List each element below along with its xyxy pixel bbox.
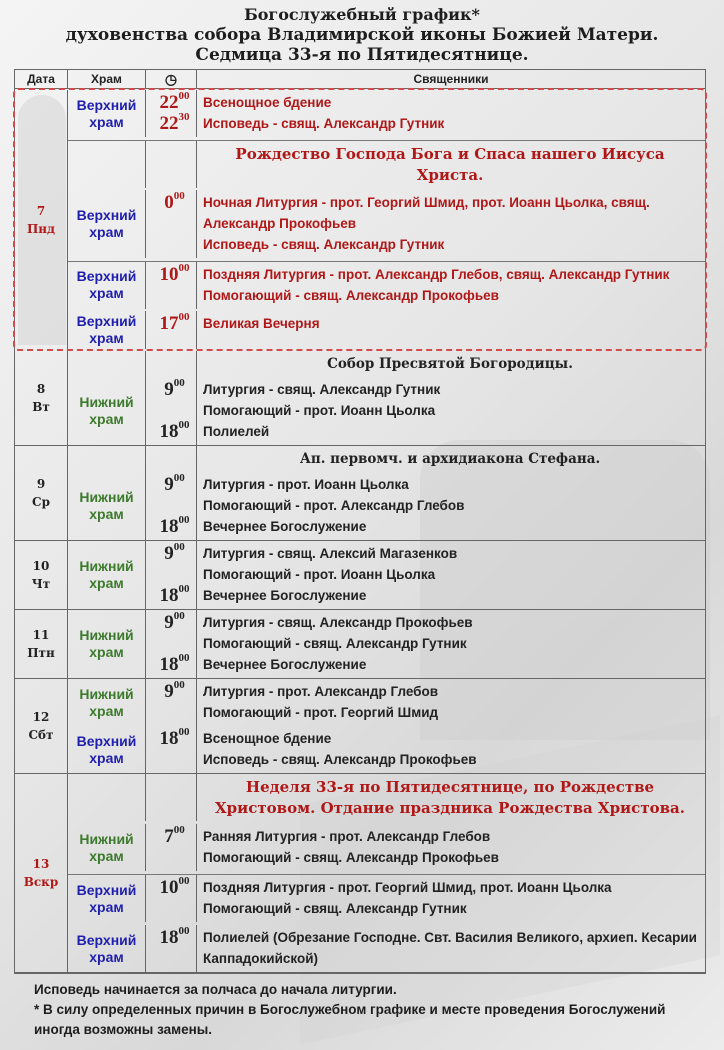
- service-line: [203, 898, 697, 919]
- service-text: Ночная Литургия - прот. Георгий Шмид, прот. Иоанн Цьолка, свящ. Александр Прокофьев: [203, 195, 650, 231]
- clergy-cell: [159, 541, 705, 609]
- temple-cell: [68, 262, 146, 309]
- clock-icon: ◷: [146, 70, 197, 88]
- service-text: Всенощное бдение: [203, 731, 332, 746]
- service-text: Исповедь - свящ. Александр Прокофьев: [203, 752, 477, 767]
- service-time: [152, 400, 197, 421]
- temple-name: Верхний: [76, 732, 137, 749]
- time-minutes: 00: [178, 90, 190, 102]
- temple-cell: [68, 541, 146, 609]
- service-text: Помогающий - прот. Иоанн Цьолка: [203, 403, 436, 418]
- temple-name: храм: [89, 330, 124, 346]
- service-text: Помогающий - прот. Иоанн Цьолка: [203, 567, 436, 582]
- temple-cell: [68, 190, 146, 258]
- day-services: [68, 90, 705, 349]
- service-text: Исповедь - свящ. Александр Гутник: [203, 237, 445, 252]
- temple-name: Нижний: [79, 685, 134, 702]
- date-number: 10: [32, 559, 50, 573]
- date-number: 8: [36, 382, 46, 396]
- time-hour: 18: [159, 728, 179, 749]
- service-line: [159, 875, 697, 898]
- time-hour: 9: [164, 379, 174, 400]
- temple-name: храм: [89, 847, 124, 864]
- service-line: [203, 400, 697, 421]
- temple-cell: [68, 726, 146, 773]
- page-title: Богослужебный график*: [244, 5, 480, 24]
- temple-cell: [68, 377, 146, 445]
- time-hour: 22: [159, 92, 179, 113]
- service-time: [152, 192, 197, 234]
- service-time: [152, 681, 197, 702]
- time-hour: 7: [164, 826, 174, 847]
- service-line: [159, 925, 697, 969]
- service-time: [152, 612, 197, 633]
- service-time: [152, 702, 197, 723]
- temple-name: Верхний: [76, 881, 137, 898]
- time-hour: 9: [164, 612, 174, 633]
- weekday: Ср: [32, 495, 50, 509]
- temple-name: храм: [89, 898, 124, 915]
- changes-note: * В силу определенных причин в Богослужебном графике и месте проведения Богослужений иногда возможны замены.: [34, 1002, 666, 1037]
- service-text: Великая Вечерня: [203, 316, 320, 331]
- service-text: Полиелей (Обрезание Господне. Свт. Василия Великого, архиеп. Кесарии Каппадокийской): [203, 930, 697, 966]
- date-number: 13: [32, 857, 50, 871]
- day-services: [68, 610, 705, 678]
- clergy-cell: [159, 875, 705, 922]
- service-time: [152, 113, 197, 134]
- time-minutes: 00: [178, 583, 190, 595]
- service-text: Литургия - свящ. Алексий Магазенков: [203, 546, 458, 561]
- clergy-cell: [164, 824, 705, 871]
- time-hour: 18: [159, 654, 179, 675]
- service-block: [68, 261, 705, 309]
- time-minutes: 00: [173, 190, 185, 202]
- service-time: [152, 543, 197, 564]
- day-row: [15, 679, 705, 774]
- date-cell: [15, 446, 68, 540]
- time-minutes: 00: [178, 311, 190, 323]
- service-time: [152, 261, 197, 285]
- service-text: Поздняя Литургия - прот. Георгий Шмид, прот. Иоанн Цьолка: [203, 880, 612, 895]
- time-hour: 18: [159, 585, 179, 606]
- service-text: Литургия - свящ. Александр Прокофьев: [203, 615, 473, 630]
- temple-cell: [68, 610, 146, 678]
- feast-heading-row: [68, 446, 705, 472]
- temple-cell: [68, 824, 146, 871]
- service-block: [68, 874, 705, 922]
- service-time: [152, 234, 197, 255]
- time-hour: 9: [164, 681, 174, 702]
- service-line: [164, 824, 697, 847]
- service-line: [164, 541, 697, 564]
- schedule-body: [15, 88, 705, 973]
- service-time: [152, 826, 197, 847]
- time-hour: 0: [164, 192, 174, 213]
- temple-cell: [68, 774, 146, 821]
- service-block: [68, 541, 705, 609]
- weekday: Птн: [27, 646, 55, 660]
- service-text: Литургия - прот. Иоанн Цьолка: [203, 477, 409, 492]
- service-time: [152, 654, 197, 675]
- temple-cell: [68, 925, 146, 972]
- time-hour: 17: [159, 313, 179, 334]
- time-cell: [146, 141, 197, 188]
- clergy-cell: [164, 679, 705, 726]
- temple-name: храм: [89, 575, 124, 591]
- service-line: [159, 583, 697, 606]
- temple-name: Верхний: [76, 96, 137, 113]
- clergy-cell: [159, 472, 705, 540]
- service-time: [152, 379, 197, 400]
- service-block: [68, 726, 705, 773]
- service-line: [203, 749, 697, 770]
- temple-name: Верхний: [76, 207, 137, 223]
- time-minutes: 00: [178, 875, 190, 887]
- service-line: [164, 472, 697, 495]
- service-text: Вечернее Богослужение: [203, 519, 367, 534]
- temple-name: храм: [89, 411, 124, 427]
- service-line: [203, 495, 697, 516]
- date-number: 9: [36, 477, 46, 491]
- feast-title: Ап. первомч. и архидиакона Стефана.: [299, 451, 601, 467]
- date-number: 12: [32, 710, 50, 724]
- time-minutes: 00: [173, 541, 185, 553]
- service-line: [203, 633, 697, 654]
- service-text: Всенощное бдение: [203, 95, 332, 110]
- clergy-cell: [159, 90, 705, 137]
- service-time: [152, 421, 197, 442]
- temple-name: Нижний: [79, 558, 134, 574]
- temple-cell: [68, 679, 146, 726]
- weekday: Чт: [31, 577, 51, 591]
- service-text: Полиелей: [203, 424, 270, 439]
- date-cell: [15, 541, 68, 609]
- temple-cell: [68, 351, 146, 377]
- day-row: [15, 610, 705, 679]
- service-time: [152, 285, 197, 306]
- temple-name: храм: [89, 506, 124, 522]
- service-line: [159, 90, 697, 113]
- date-cell: [15, 774, 68, 972]
- clergy-cell: [159, 261, 705, 309]
- temple-name: храм: [89, 948, 124, 965]
- day-services: [68, 351, 705, 445]
- header-clergy: Священники: [413, 72, 489, 86]
- time-hour: 9: [164, 474, 174, 495]
- temple-cell: [68, 472, 146, 540]
- clergy-cell: [159, 726, 705, 773]
- day-services: [68, 541, 705, 609]
- service-line: [159, 514, 697, 537]
- clergy-cell: [159, 610, 705, 678]
- page-subtitle: духовенства собора Владимирской иконы Божией Матери.: [65, 25, 659, 45]
- service-time: [152, 898, 197, 919]
- service-text: Вечернее Богослужение: [203, 588, 367, 603]
- temple-name: Верхний: [76, 931, 137, 948]
- temple-name: храм: [89, 702, 124, 719]
- time-hour: 10: [159, 877, 179, 898]
- service-time: [152, 313, 197, 334]
- service-time: [152, 847, 197, 868]
- time-hour: 18: [159, 927, 179, 948]
- feast-heading-row: [68, 774, 705, 821]
- temple-cell: [68, 90, 146, 137]
- clergy-cell: [197, 446, 705, 472]
- day-services: [68, 679, 705, 773]
- time-minutes: 00: [178, 514, 190, 526]
- time-minutes: 00: [178, 652, 190, 664]
- clergy-cell: [159, 377, 705, 445]
- temple-name: Верхний: [76, 313, 137, 329]
- service-line: [159, 261, 697, 285]
- service-block: [68, 377, 705, 445]
- temple-name: храм: [89, 113, 124, 130]
- clergy-cell: [159, 311, 705, 349]
- time-hour: 18: [159, 516, 179, 537]
- weekday: Вскр: [23, 875, 59, 889]
- date-cell: [15, 679, 68, 773]
- time-minutes: 00: [173, 377, 185, 389]
- service-line: [164, 190, 697, 234]
- date-number: 11: [32, 628, 50, 642]
- date-number: 7: [36, 203, 46, 218]
- schedule-table: [14, 69, 706, 974]
- temple-cell: [68, 141, 146, 188]
- time-minutes: 00: [173, 824, 185, 836]
- clergy-cell: [159, 925, 705, 972]
- service-text: Помогающий - свящ. Александр Прокофьев: [203, 850, 499, 865]
- clergy-cell: [164, 190, 705, 258]
- date-cell: [15, 610, 68, 678]
- service-time: [152, 474, 197, 495]
- service-text: Ранняя Литургия - прот. Александр Глебов: [203, 829, 491, 844]
- feast-heading-row: [68, 351, 705, 377]
- temple-cell: [68, 875, 146, 922]
- time-cell: [146, 446, 197, 472]
- service-block: [68, 190, 705, 258]
- week-title: Седмица 33-я по Пятидесятнице.: [195, 45, 529, 65]
- footer-notes: [34, 980, 684, 1050]
- feast-title: Неделя 33-я по Пятидесятнице, по Рождестве Христовом. Отдание праздника Рождества Христова.: [215, 778, 685, 817]
- temple-name: храм: [89, 749, 124, 766]
- service-time: [152, 92, 197, 113]
- service-line: [203, 847, 697, 868]
- service-block: [68, 610, 705, 678]
- temple-name: Нижний: [79, 394, 134, 410]
- time-minutes: 00: [178, 726, 190, 738]
- service-block: [68, 90, 705, 137]
- service-text: Поздняя Литургия - прот. Александр Глебов, свящ. Александр Гутник: [203, 266, 670, 282]
- header-date: Дата: [15, 70, 68, 88]
- service-line: [203, 234, 697, 255]
- day-row: [15, 541, 705, 610]
- temple-name: Верхний: [76, 268, 137, 284]
- temple-name: храм: [89, 285, 124, 301]
- clergy-cell: [197, 351, 705, 377]
- service-line: [164, 377, 697, 400]
- time-hour: 9: [164, 543, 174, 564]
- service-time: [152, 877, 197, 898]
- feast-title: Рождество Господа Бога и Спаса нашего Иисуса Христа.: [235, 144, 665, 184]
- clergy-cell: [197, 774, 705, 821]
- feast-heading-row: [68, 140, 705, 188]
- feast-title: Собор Пресвятой Богородицы.: [327, 356, 573, 372]
- weekday: Пнд: [26, 221, 56, 236]
- time-cell: [146, 351, 197, 377]
- table-header: [15, 70, 705, 89]
- time-minutes: 00: [178, 261, 190, 274]
- day-row: [15, 446, 705, 541]
- temple-cell: [68, 446, 146, 472]
- time-minutes: 00: [173, 679, 185, 691]
- day-row: [15, 351, 705, 446]
- service-time: [152, 495, 197, 516]
- service-block: [68, 824, 705, 871]
- service-text: Помогающий - прот. Александр Глебов: [203, 498, 465, 513]
- time-minutes: 00: [178, 925, 190, 937]
- temple-name: Нижний: [79, 627, 134, 643]
- temple-cell: [68, 311, 146, 349]
- time-hour: 10: [159, 263, 179, 285]
- temple-name: храм: [89, 224, 124, 240]
- time-minutes: 00: [178, 419, 190, 431]
- service-text: Помогающий - прот. Георгий Шмид: [203, 705, 439, 720]
- service-text: Литургия - свящ. Александр Гутник: [203, 382, 441, 397]
- service-line: [164, 610, 697, 633]
- service-block: [68, 311, 705, 349]
- service-line: [159, 419, 697, 442]
- date-cell: [15, 90, 68, 349]
- day-row: [13, 88, 707, 351]
- service-block: [68, 472, 705, 540]
- time-minutes: 30: [178, 111, 190, 123]
- service-line: [203, 702, 697, 723]
- service-time: [152, 633, 197, 654]
- temple-name: Нижний: [79, 489, 134, 505]
- clergy-cell: [197, 141, 705, 188]
- time-hour: 22: [159, 113, 179, 134]
- time-minutes: 00: [173, 610, 185, 622]
- service-line: [159, 652, 697, 675]
- day-services: [68, 774, 705, 972]
- service-line: [159, 111, 697, 134]
- service-block: [68, 679, 705, 726]
- service-time: [152, 728, 197, 749]
- service-text: Литургия - прот. Александр Глебов: [203, 684, 439, 699]
- service-text: Помогающий - свящ. Александр Прокофьев: [203, 287, 499, 303]
- service-line: [159, 726, 697, 749]
- service-time: [152, 749, 197, 770]
- service-time: [152, 564, 197, 585]
- service-line: [203, 285, 697, 306]
- time-cell: [146, 774, 197, 821]
- day-row: [15, 774, 705, 973]
- service-text: Помогающий - свящ. Александр Гутник: [203, 636, 467, 651]
- temple-name: Нижний: [79, 830, 134, 847]
- weekday: Вт: [32, 400, 50, 414]
- service-line: [203, 564, 697, 585]
- service-text: Помогающий - свящ. Александр Гутник: [203, 901, 467, 916]
- service-time: [152, 585, 197, 606]
- time-hour: 18: [159, 421, 179, 442]
- service-text: Вечернее Богослужение: [203, 657, 367, 672]
- service-text: Исповедь - свящ. Александр Гутник: [203, 116, 445, 131]
- confession-note: Исповедь начинается за полчаса до начала литургии.: [34, 982, 397, 997]
- day-services: [68, 446, 705, 540]
- weekday: Сбт: [28, 728, 54, 742]
- service-line: [164, 679, 697, 702]
- date-cell: [15, 351, 68, 445]
- header-temple: Храм: [68, 70, 146, 88]
- service-block: [68, 925, 705, 972]
- temple-name: храм: [89, 644, 124, 660]
- service-time: [152, 516, 197, 537]
- service-time: [152, 927, 197, 969]
- service-line: [159, 311, 697, 334]
- time-minutes: 00: [173, 472, 185, 484]
